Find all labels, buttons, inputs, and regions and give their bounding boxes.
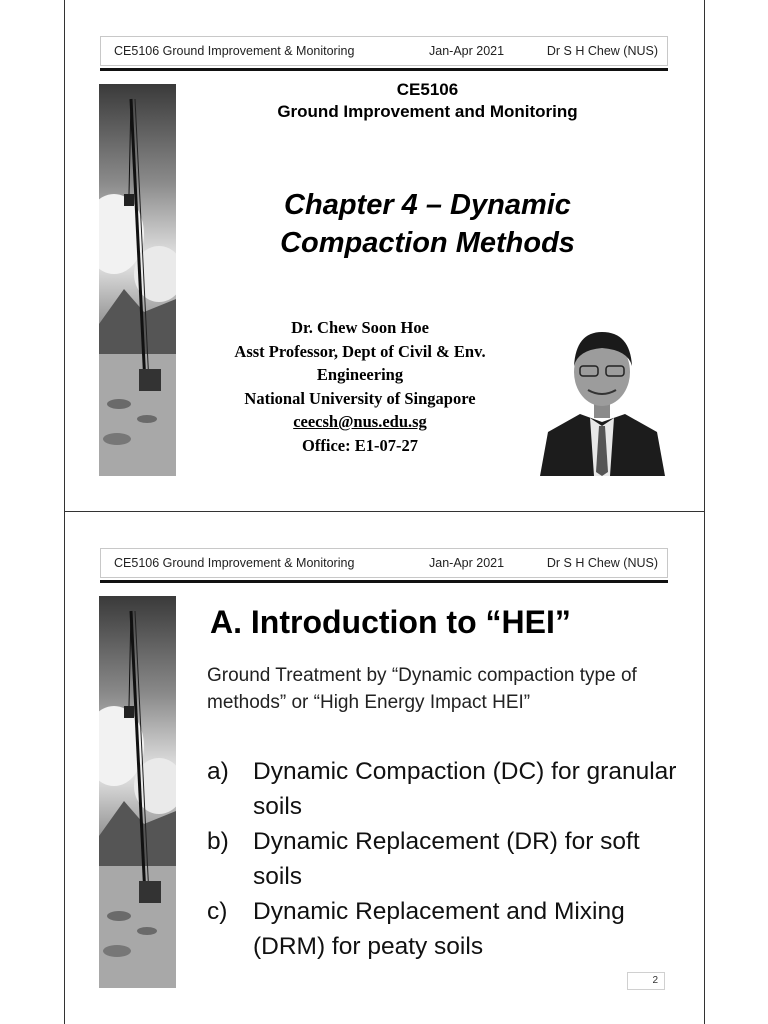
course-code: CE5106 [396, 80, 459, 99]
author-name: Dr. Chew Soon Hoe [291, 318, 429, 337]
crane-photo [99, 84, 176, 476]
header-author: Dr S H Chew (NUS) [546, 44, 658, 58]
intro-text: Ground Treatment by “Dynamic compaction type of methods” or “High Energy Impact HEI” [207, 665, 637, 713]
crane-photo [99, 596, 176, 988]
slide-header [100, 36, 668, 66]
list-item [207, 894, 677, 964]
list-item-text: Dynamic Compaction (DC) for granular soils [253, 758, 677, 820]
header-date: Jan-Apr 2021 [429, 556, 505, 570]
method-list [207, 754, 677, 964]
list-item-label: c) [207, 898, 228, 925]
list-item-text: Dynamic Replacement (DR) for soft soils [253, 828, 640, 890]
slide-header [100, 548, 668, 578]
slide-1 [64, 0, 705, 512]
header-date: Jan-Apr 2021 [429, 44, 505, 58]
header-rule [100, 68, 668, 71]
list-item-label: a) [207, 758, 229, 785]
slide-title: A. Introduction to “HEI” [210, 604, 571, 640]
header-author: Dr S H Chew (NUS) [546, 556, 658, 570]
author-department: Engineering [316, 365, 404, 384]
course-name: Ground Improvement and Monitoring [277, 102, 578, 121]
slide-2 [64, 511, 705, 1024]
header-course: CE5106 Ground Improvement & Monitoring [114, 44, 355, 58]
course-heading [245, 79, 610, 123]
list-item-text: Dynamic Replacement and Mixing (DRM) for peaty soils [253, 898, 625, 960]
list-item [207, 824, 677, 894]
author-university: National University of Singapore [244, 388, 476, 408]
chapter-title [235, 186, 620, 262]
list-item [207, 754, 677, 824]
author-block [195, 316, 525, 457]
author-office: Office: E1-07-27 [302, 435, 418, 455]
author-email-link[interactable]: ceecsh@nus.edu.sg [293, 412, 427, 431]
header-rule [100, 580, 668, 583]
author-portrait [540, 322, 665, 476]
list-item-label: b) [207, 828, 229, 855]
chapter-title-line1: Chapter 4 – Dynamic [284, 189, 571, 221]
author-position: Asst Professor, Dept of Civil & Env. [234, 341, 486, 361]
page-number: 2 [627, 972, 665, 990]
header-course: CE5106 Ground Improvement & Monitoring [114, 556, 355, 570]
chapter-title-line2: Compaction Methods [280, 227, 575, 259]
